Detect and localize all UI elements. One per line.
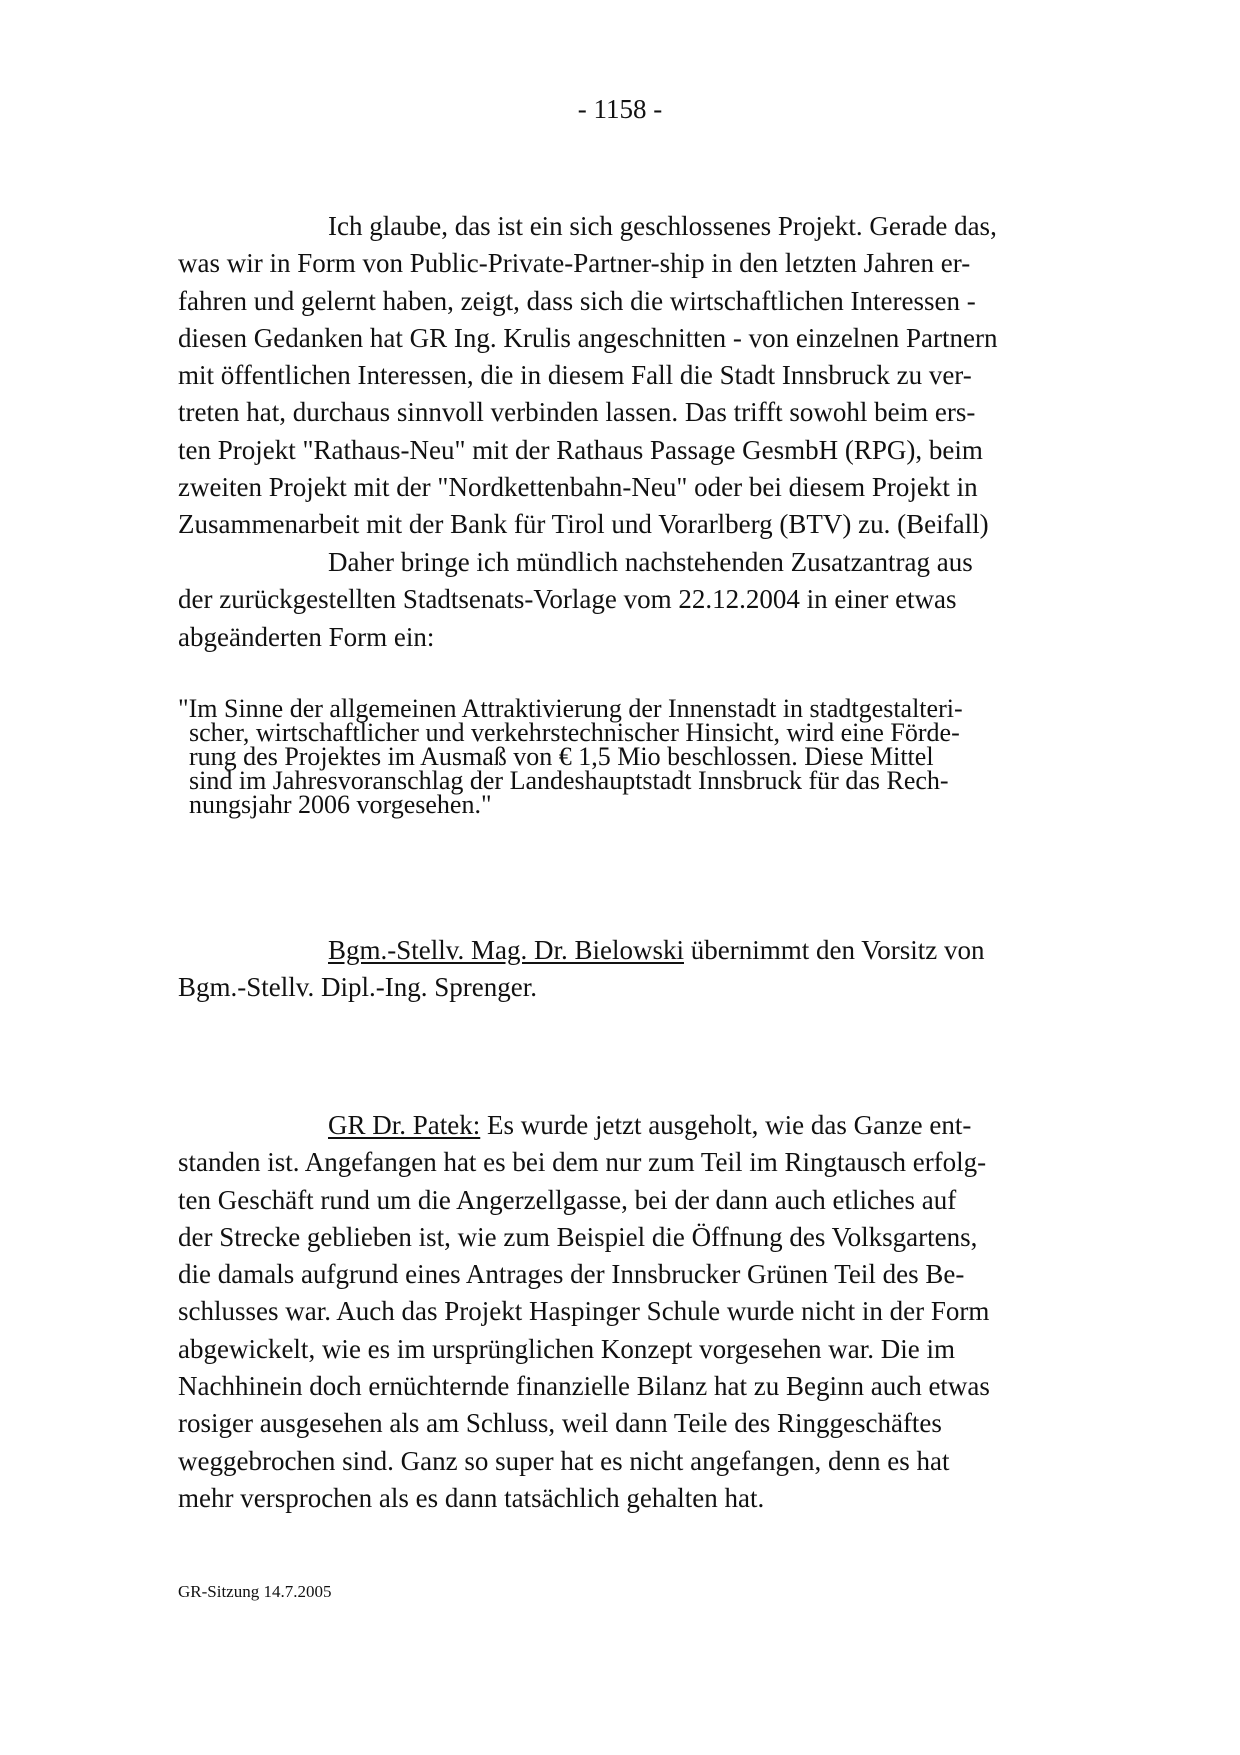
text-line: treten hat, durchaus sinnvoll verbinden lassen. Das trifft sowohl beim ers-: [178, 397, 976, 428]
text-run: Es wurde jetzt ausgeholt, wie das Ganze ent-: [480, 1110, 972, 1140]
quote-line: nungsjahr 2006 vorgesehen.": [189, 790, 492, 819]
speaker-name: GR Dr. Patek:: [328, 1110, 481, 1140]
text-line: diesen Gedanken hat GR Ing. Krulis angeschnitten - von einzelnen Partnern: [178, 322, 998, 353]
text-line: was wir in Form von Public-Private-Partner-ship in den letzten Jahren er-: [178, 248, 971, 279]
text-line: der Strecke geblieben ist, wie zum Beispiel die Öffnung des Volksgartens,: [178, 1221, 978, 1252]
text-line: standen ist. Angefangen hat es bei dem nur zum Teil im Ringtausch erfolg-: [178, 1147, 987, 1178]
paragraph-project-statement: [178, 208, 1074, 544]
text-line: mit öffentlichen Interessen, die in diesem Fall die Stadt Innsbruck zu ver-: [178, 360, 972, 391]
text-line: abgewickelt, wie es im ursprünglichen Konzept vorgesehen war. Die im: [178, 1333, 956, 1364]
text-run: übernimmt den Vorsitz von: [684, 935, 985, 965]
text-line: schlusses war. Auch das Projekt Haspinger Schule wurde nicht in der Form: [178, 1296, 990, 1327]
text-line: die damals aufgrund eines Antrages der Innsbrucker Grünen Teil des Be-: [178, 1259, 965, 1290]
text-line: zweiten Projekt mit der "Nordkettenbahn-Neu" oder bei diesem Projekt in: [178, 472, 978, 503]
text-line: abgeänderten Form ein:: [178, 621, 435, 652]
text-line: ten Geschäft rund um die Angerzellgasse, bei der dann auch etliches auf: [178, 1184, 957, 1215]
quote-line: sind im Jahresvoranschlag der Landeshauptstadt Innsbruck für das Rech-: [189, 766, 949, 795]
text-line: [178, 932, 1074, 969]
footer-session-date: GR-Sitzung 14.7.2005: [178, 1582, 332, 1601]
text-line: Bgm.-Stellv. Dipl.-Ing. Sprenger.: [178, 972, 537, 1003]
motion-quote: [178, 694, 1074, 819]
text-line: weggebrochen sind. Ganz so super hat es nicht angefangen, denn es hat: [178, 1445, 950, 1476]
text-line: ten Projekt "Rathaus-Neu" mit der Rathaus Passage GesmbH (RPG), beim: [178, 434, 983, 465]
text-line: fahren und gelernt haben, zeigt, dass sich die wirtschaftlichen Interessen -: [178, 285, 976, 316]
text-line: Zusammenarbeit mit der Bank für Tirol und Vorarlberg (BTV) zu. (Beifall): [178, 509, 989, 540]
page-number: - 1158 -: [577, 94, 663, 124]
text-line: rosiger ausgesehen als am Schluss, weil dann Teile des Ringgeschäftes: [178, 1408, 942, 1439]
quote-line: scher, wirtschaftlicher und verkehrstechnischer Hinsicht, wird eine Förde-: [189, 718, 960, 747]
text-line: der zurückgestellten Stadtsenats-Vorlage vom 22.12.2004 in einer etwas: [178, 584, 957, 615]
speaker-name: Bgm.-Stellv. Mag. Dr. Bielowski: [328, 935, 684, 965]
statement-patek: [178, 1107, 1074, 1517]
text-line: mehr versprochen als es dann tatsächlich gehalten hat.: [178, 1482, 765, 1513]
text-line: Ich glaube, das ist ein sich geschlossenes Projekt. Gerade das,: [328, 211, 997, 241]
chair-change-note: [178, 932, 1074, 1007]
text-line: Daher bringe ich mündlich nachstehenden Zusatzantrag aus: [328, 547, 973, 577]
text-line: Nachhinein doch ernüchternde finanzielle Bilanz hat zu Beginn auch etwas: [178, 1371, 990, 1402]
paragraph-motion-intro: [178, 544, 1074, 656]
text-line: [178, 1107, 1074, 1144]
quote-line: rung des Projektes im Ausmaß von € 1,5 Mio beschlossen. Diese Mittel: [189, 742, 934, 771]
quote-line: "Im Sinne der allgemeinen Attraktivierung der Innenstadt in stadtgestalteri-: [178, 694, 963, 723]
